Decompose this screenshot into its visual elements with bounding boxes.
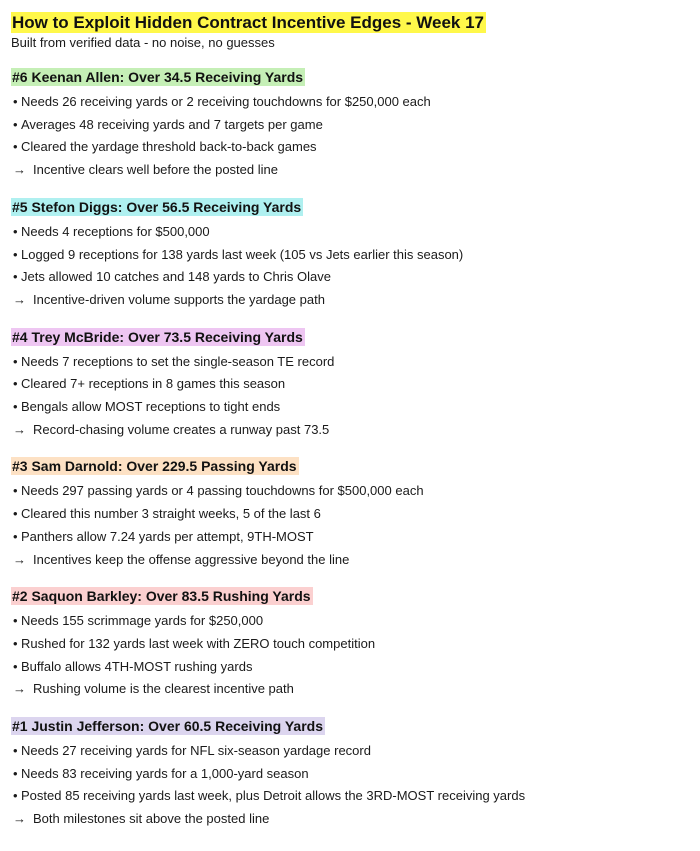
bullet-text: Rushed for 132 yards last week with ZERO touch competition	[21, 635, 376, 651]
bullet-item	[11, 91, 691, 114]
bullet-item	[11, 633, 691, 656]
bullet-text: Averages 48 receiving yards and 7 targets per game	[21, 116, 323, 132]
bullet-item	[11, 610, 691, 633]
bullet-text: Cleared this number 3 straight weeks, 5 of the last 6	[21, 506, 321, 522]
right-arrow-icon: →	[13, 291, 26, 307]
bullet-list	[11, 480, 691, 571]
bullet-dot-icon: •	[13, 116, 18, 132]
bullet-text: Needs 155 scrimmage yards for $250,000	[21, 613, 264, 629]
conclusion-item	[11, 159, 691, 182]
conclusion-item	[11, 419, 691, 442]
bullet-text: Needs 26 receiving yards or 2 receiving touchdowns for $250,000 each	[21, 94, 431, 109]
section-1	[11, 68, 691, 182]
bullet-list	[11, 351, 691, 442]
conclusion-text: Incentive clears well before the posted line	[33, 162, 278, 178]
bullet-list	[11, 91, 691, 182]
section-heading: #2 Saquon Barkley: Over 83.5 Rushing Yards	[12, 588, 311, 605]
bullet-dot-icon: •	[13, 269, 18, 285]
bullet-item	[11, 503, 691, 526]
bullet-text: Needs 27 receiving yards for NFL six-season yardage record	[21, 743, 371, 759]
bullet-text: Needs 7 receptions to set the single-season TE record	[21, 353, 335, 369]
bullet-text: Cleared the yardage threshold back-to-back games	[21, 139, 317, 155]
bullet-dot-icon: •	[13, 635, 18, 651]
right-arrow-icon: →	[13, 162, 26, 178]
conclusion-item	[11, 678, 691, 701]
page-subtitle: Built from verified data - no noise, no guesses	[11, 35, 275, 50]
bullet-text: Cleared 7+ receptions in 8 games this season	[21, 376, 286, 392]
bullet-item	[11, 656, 691, 679]
bullet-dot-icon: •	[13, 765, 18, 781]
bullet-dot-icon: •	[13, 528, 18, 544]
bullet-text: Jets allowed 10 catches and 148 yards to Chris Olave	[21, 269, 332, 285]
conclusion-text: Rushing volume is the clearest incentive path	[33, 681, 294, 697]
conclusion-item	[11, 808, 691, 831]
right-arrow-icon: →	[13, 551, 26, 567]
bullet-dot-icon: •	[13, 223, 18, 239]
right-arrow-icon: →	[13, 421, 26, 437]
bullet-item	[11, 763, 691, 786]
conclusion-item	[11, 549, 691, 572]
section-heading: #6 Keenan Allen: Over 34.5 Receiving Yards	[12, 69, 304, 85]
conclusion-text: Record-chasing volume creates a runway past 73.5	[33, 421, 330, 437]
bullet-list	[11, 221, 691, 312]
section-heading: #4 Trey McBride: Over 73.5 Receiving Yards	[12, 328, 303, 345]
bullet-text: Logged 9 receptions for 138 yards last week (105 vs Jets earlier this season)	[21, 246, 464, 262]
bullet-dot-icon: •	[13, 246, 18, 262]
section-3	[11, 328, 691, 442]
bullet-item	[11, 785, 691, 808]
bullet-item	[11, 221, 691, 244]
bullet-item	[11, 114, 691, 137]
bullet-dot-icon: •	[13, 613, 18, 629]
bullet-dot-icon: •	[13, 506, 18, 522]
conclusion-text: Both milestones sit above the posted line	[33, 811, 270, 827]
bullet-dot-icon: •	[13, 353, 18, 369]
bullet-item	[11, 266, 691, 289]
bullet-dot-icon: •	[13, 399, 18, 415]
bullet-item	[11, 244, 691, 267]
bullet-text: Buffalo allows 4TH-MOST rushing yards	[21, 658, 253, 674]
section-5	[11, 587, 691, 701]
bullet-item	[11, 351, 691, 374]
bullet-dot-icon: •	[13, 139, 18, 155]
bullet-item	[11, 373, 691, 396]
section-heading: #1 Justin Jefferson: Over 60.5 Receiving Yards	[12, 718, 324, 735]
bullet-text: Needs 4 receptions for $500,000	[21, 223, 210, 239]
section-4	[11, 457, 691, 571]
section-heading: #5 Stefon Diggs: Over 56.5 Receiving Yards	[12, 198, 302, 215]
bullet-dot-icon: •	[13, 658, 18, 674]
bullet-item	[11, 136, 691, 159]
bullet-dot-icon: •	[13, 483, 18, 499]
bullet-text: Needs 297 passing yards or 4 passing touchdowns for $500,000 each	[21, 483, 424, 499]
document	[11, 12, 691, 831]
conclusion-text: Incentive-driven volume supports the yardage path	[33, 291, 325, 307]
section-2	[11, 198, 691, 312]
section-6	[11, 717, 691, 831]
bullet-dot-icon: •	[13, 376, 18, 392]
conclusion-item	[11, 289, 691, 312]
bullet-item	[11, 740, 691, 763]
bullet-text: Bengals allow MOST receptions to tight ends	[21, 399, 281, 415]
right-arrow-icon: →	[13, 811, 26, 827]
bullet-list	[11, 610, 691, 701]
bullet-text: Posted 85 receiving yards last week, plus Detroit allows the 3RD-MOST receiving yards	[21, 788, 526, 804]
bullet-dot-icon: •	[13, 788, 18, 804]
section-heading: #3 Sam Darnold: Over 229.5 Passing Yards	[12, 458, 297, 475]
sections-list	[11, 68, 691, 831]
bullet-item	[11, 526, 691, 549]
bullet-list	[11, 740, 691, 831]
bullet-text: Needs 83 receiving yards for a 1,000-yard season	[21, 765, 309, 781]
conclusion-text: Incentives keep the offense aggressive beyond the line	[33, 551, 350, 567]
bullet-dot-icon: •	[13, 743, 18, 759]
right-arrow-icon: →	[13, 681, 26, 697]
bullet-item	[11, 396, 691, 419]
bullet-item	[11, 480, 691, 503]
bullet-text: Panthers allow 7.24 yards per attempt, 9TH-MOST	[21, 528, 314, 544]
page-title: How to Exploit Hidden Contract Incentive Edges - Week 17	[12, 13, 484, 32]
bullet-dot-icon: •	[13, 94, 18, 109]
